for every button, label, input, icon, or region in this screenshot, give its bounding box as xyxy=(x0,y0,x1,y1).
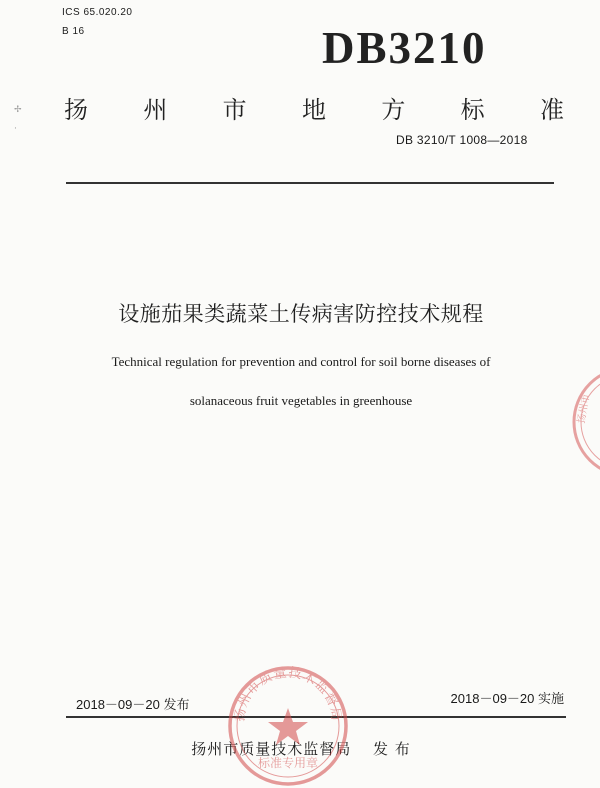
seal-text: 扬州市质量技术监督局 xyxy=(232,665,344,723)
edge-seal-stamp xyxy=(566,362,600,482)
official-seal-stamp xyxy=(226,664,350,788)
scan-mark: · xyxy=(14,124,17,134)
standard-type-char: 市 xyxy=(222,96,247,124)
scan-mark: ✢ xyxy=(14,105,22,115)
svg-text:扬州市: 扬州市 xyxy=(576,393,593,425)
standard-type-char: 州 xyxy=(143,96,168,124)
ics-code: ICS 65.020.20 xyxy=(62,7,133,18)
issue-date: 2018－09－20 发布 xyxy=(76,697,190,712)
standard-code: DB3210 xyxy=(322,23,487,73)
header-divider xyxy=(66,182,554,184)
standard-type-char: 地 xyxy=(301,96,326,124)
seal-bottom-text: 标准专用章 xyxy=(257,756,319,770)
standard-number: DB 3210/T 1008—2018 xyxy=(396,133,528,147)
standard-type-char: 准 xyxy=(539,96,564,124)
seal-star-icon xyxy=(268,708,308,745)
standard-type-char: 扬 xyxy=(64,96,88,124)
implementation-date: 2018－09－20 实施 xyxy=(450,691,564,706)
standard-type-char: 标 xyxy=(460,96,485,124)
ccs-code: B 16 xyxy=(62,26,85,37)
standard-type-char: 方 xyxy=(381,96,406,124)
standard-type-heading xyxy=(64,90,564,125)
title-english-line-1: Technical regulation for prevention and control for soil borne diseases of xyxy=(111,354,491,369)
publisher: 扬州市质量技术监督局 发 布 xyxy=(191,740,411,758)
title-english-line-2: solanaceous fruit vegetables in greenhouse xyxy=(189,393,413,408)
title-chinese: 设施茄果类蔬菜土传病害防控技术规程 xyxy=(118,302,484,326)
